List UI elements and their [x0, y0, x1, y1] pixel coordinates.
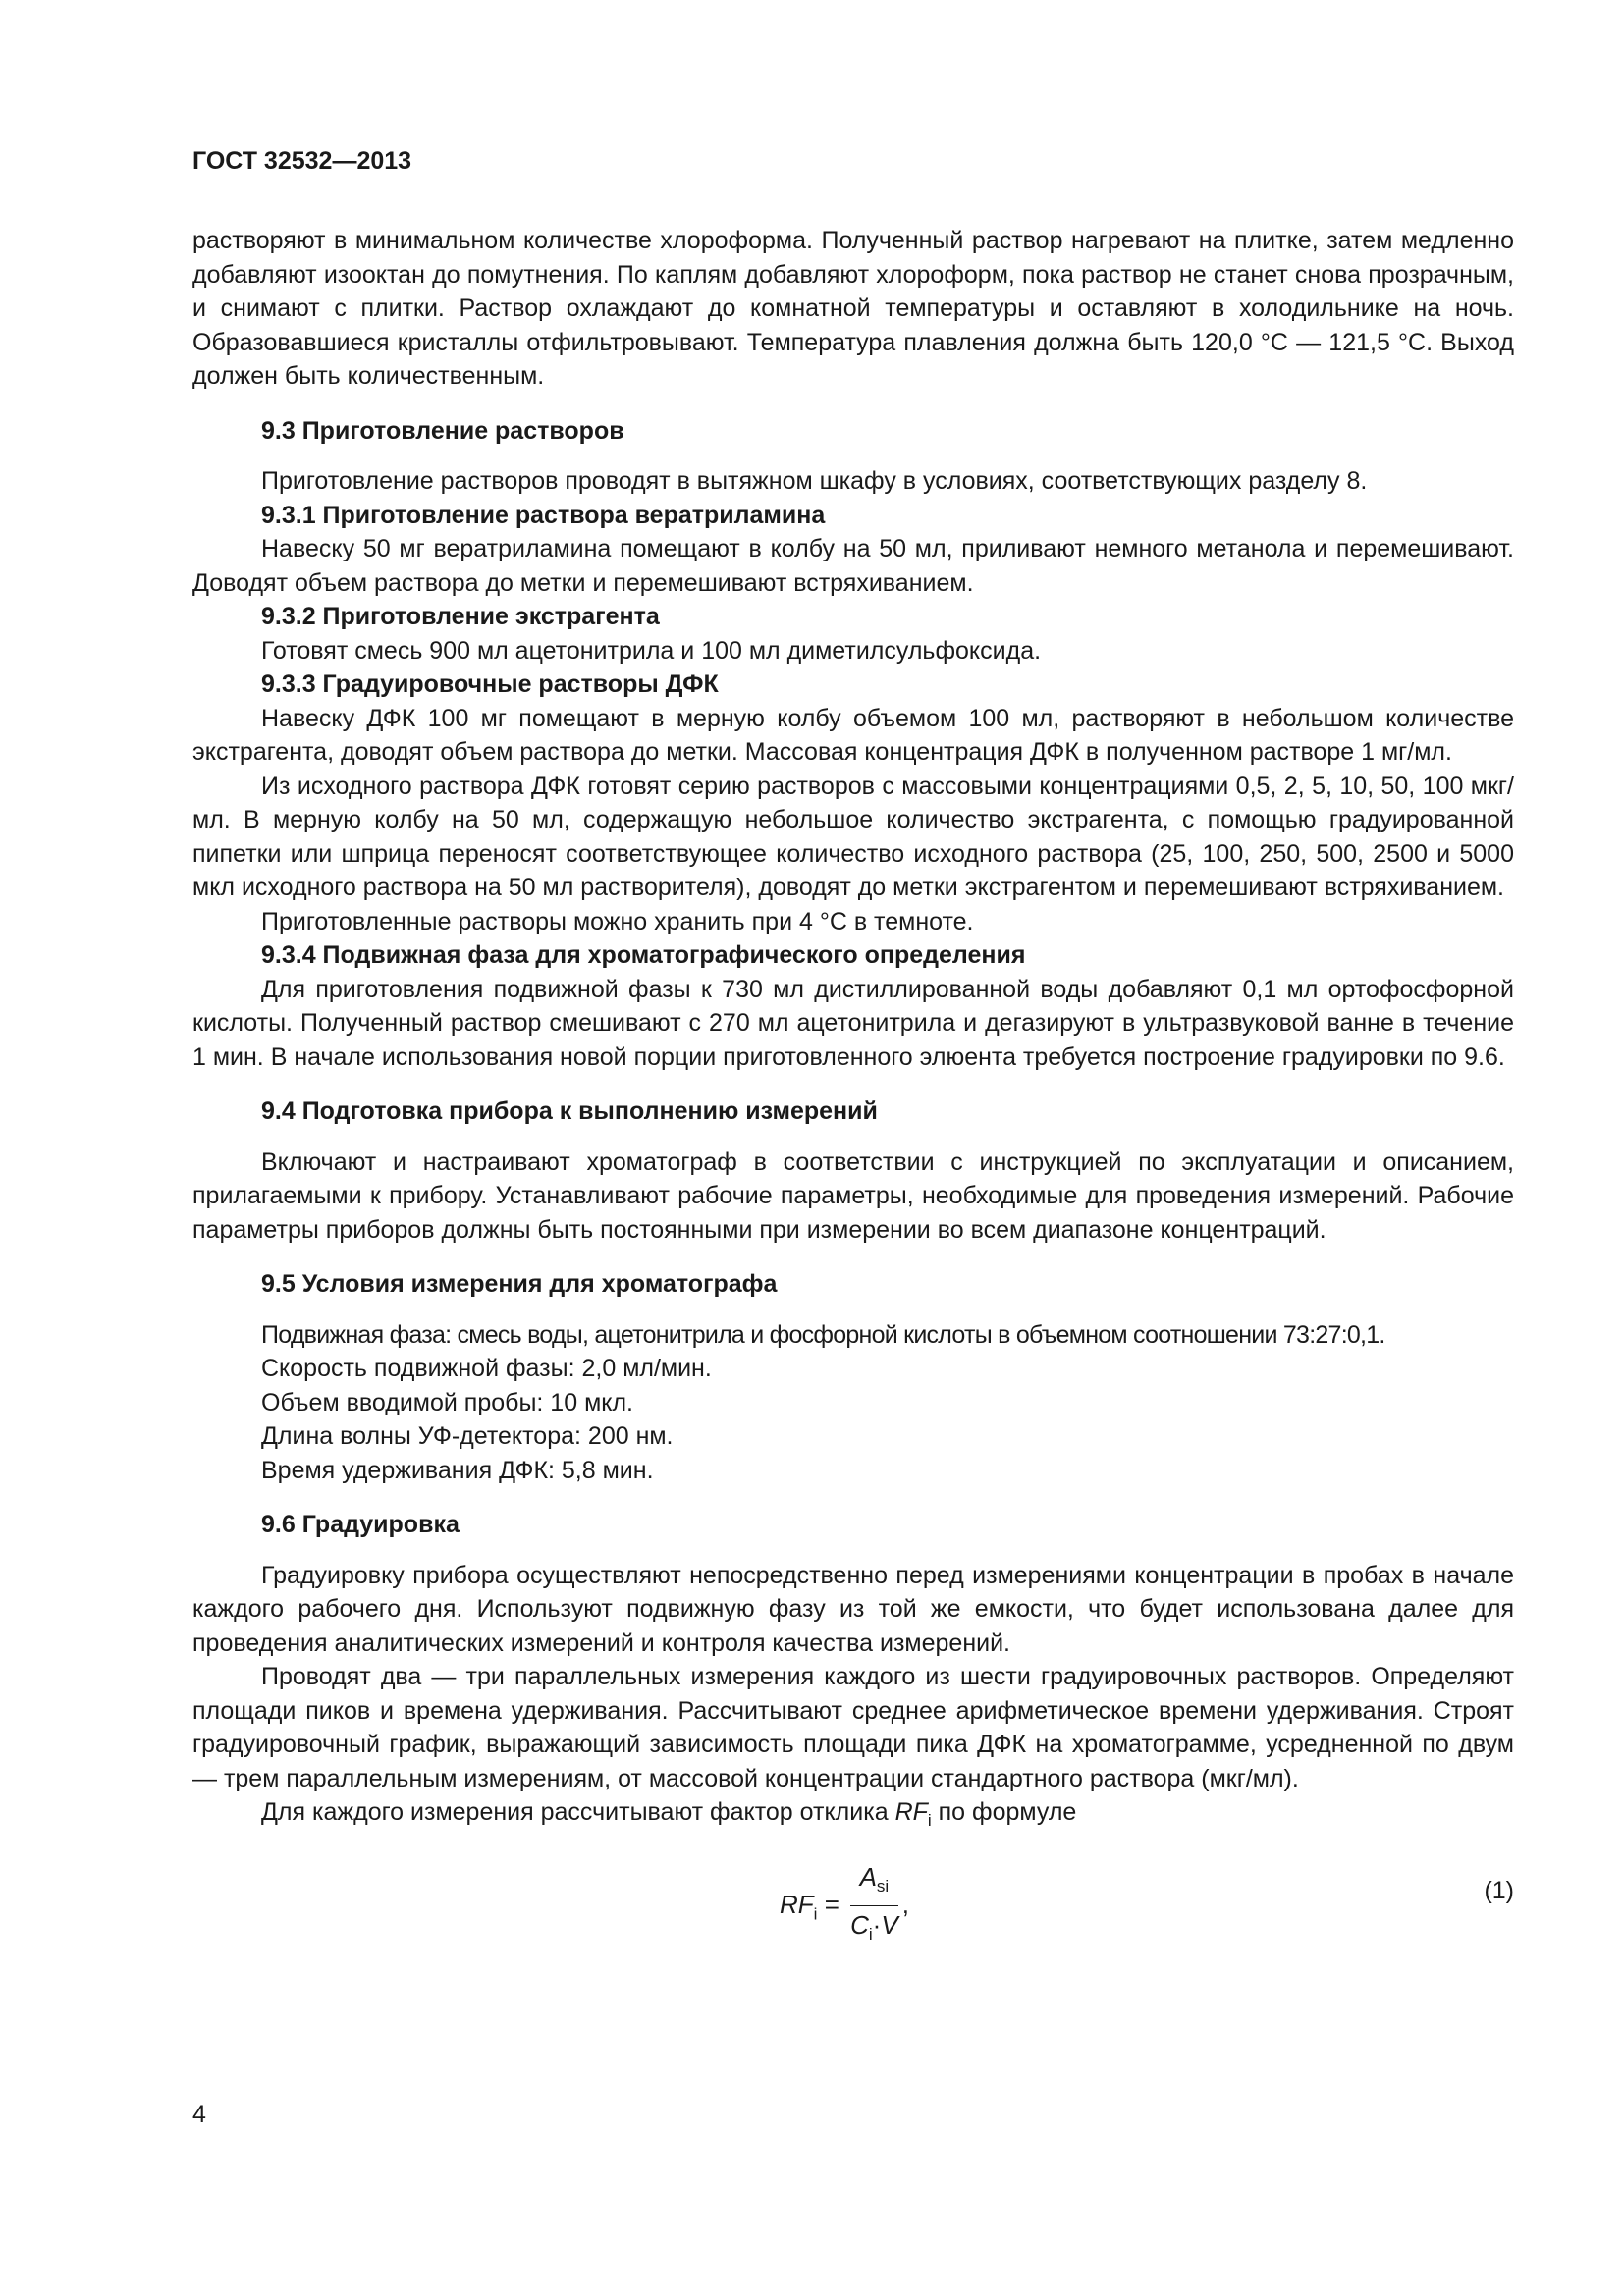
paragraph-9-3-3-c: Приготовленные растворы можно хранить при 4 °С в темноте.: [261, 907, 974, 935]
formula-expression: [780, 1860, 909, 1952]
formula-denominator-v: V: [881, 1910, 898, 1941]
paragraph-9-6-c-text: Для каждого измерения рассчитывают фактор отклика: [261, 1798, 889, 1826]
paragraph-9-3-3-a: Навеску ДФК 100 мг помещают в мерную колбу объемом 100 мл, растворяют в небольшом количестве экстрагента, доводят объем раствора до метки. Массовая концентрация ДФК в полученном растворе 1 мг/мл.: [192, 704, 1514, 766]
paragraph-9-6-c-end: по формуле: [938, 1798, 1077, 1826]
formula-numerator: [850, 1860, 898, 1907]
formula-number: (1): [1484, 1876, 1514, 1904]
paragraph-9-5-retention-time: Время удерживания ДФК: 5,8 мин.: [261, 1456, 654, 1484]
paragraph-9-6-c: [192, 1795, 1514, 1839]
paragraph-9-3: Приготовление растворов проводят в вытяжном шкафу в условиях, соответствующих разделу 8.: [261, 467, 1368, 495]
paragraph-9-5-wavelength: Длина волны УФ-детектора: 200 нм.: [261, 1422, 674, 1450]
paragraph-9-5-flow-rate: Скорость подвижной фазы: 2,0 мл/мин.: [261, 1355, 712, 1382]
response-factor-symbol: RF: [894, 1798, 928, 1826]
formula-numerator-symbol: A: [859, 1861, 877, 1892]
paragraph-9-5-injection-volume: Объем вводимой пробы: 10 мкл.: [261, 1388, 634, 1416]
formula-denominator-c: C: [850, 1910, 869, 1941]
formula-comma: ,: [901, 1889, 909, 1919]
section-heading-9-3-2: 9.3.2 Приготовление экстрагента: [261, 603, 660, 630]
paragraph-9-3-1: Навеску 50 мг вератриламина помещают в колбу на 50 мл, приливают немного метанола и перемешивают. Доводят объем раствора до метки и перемешивают встряхиванием.: [192, 535, 1514, 597]
response-factor-subscript: i: [927, 1811, 932, 1830]
section-heading-9-3: 9.3 Приготовление растворов: [261, 416, 624, 445]
formula-equals: =: [824, 1889, 839, 1919]
section-heading-9-6: 9.6 Градуировка: [261, 1511, 460, 1538]
document-header: ГОСТ 32532—2013: [192, 147, 412, 175]
paragraph-9-6-a: Градуировку прибора осуществляют непосредственно перед измерениями концентрации в пробах в начале каждого рабочего дня. Используют подвижную фазу из той же емкости, что будет использована далее для проведения аналитических измерений и контроля качества измерений.: [192, 1561, 1514, 1657]
formula-denominator-c-subscript: i: [868, 1925, 873, 1945]
formula-block: [192, 1852, 1514, 1950]
paragraph-9-4: Включают и настраивают хроматограф в соответствии с инструкцией по эксплуатации и описанием, прилагаемыми к прибору. Устанавливают рабочие параметры, необходимые для проведения измерений. Рабочие параметры приборов должны быть постоянными при измерении во всем диапазоне концентраций.: [192, 1148, 1514, 1244]
paragraph-9-6-b: Проводят два — три параллельных измерения каждого из шести градуировочных растворов. Определяют площади пиков и времена удерживания. Рассчитывают среднее арифметическое времени удерживания. Строят градуировочный график, выражающий зависимость площади пика ДФК на хроматограмме, усредненной по двум — трем параллельным измерениям, от массовой концентрации стандартного раствора (мкг/мл).: [192, 1663, 1514, 1792]
paragraph-intro: растворяют в минимальном количестве хлороформа. Полученный раствор нагревают на плитке, затем медленно добавляют изооктан до помутнения. По каплям добавляют хлороформ, пока раствор не станет снова прозрачным, и снимают с плитки. Раствор охлаждают до комнатной температуры и оставляют в холодильнике на ночь. Образовавшиеся кристаллы отфильтровывают. Температура плавления должна быть 120,0 °С — 121,5 °С. Выход должен быть количественным.: [192, 227, 1514, 390]
formula-fraction: [850, 1860, 898, 1952]
paragraph-9-3-4: Для приготовления подвижной фазы к 730 мл дистиллированной воды добавляют 0,1 мл ортофосфорной кислоты. Полученный раствор смешивают с 270 мл ацетонитрила и дегазируют в ультразвуковой ванне в течение 1 мин. В начале использования новой порции приготовленного элюента требуется построение градуировки по 9.6.: [192, 975, 1514, 1071]
paragraph-9-3-2: Готовят смесь 900 мл ацетонитрила и 100 мл диметилсульфоксида.: [261, 636, 1042, 665]
formula-denominator: [850, 1906, 898, 1952]
page-number: 4: [192, 2101, 206, 2128]
formula-denominator-dot: ·: [872, 1910, 882, 1941]
formula-numerator-subscript: si: [876, 1876, 890, 1896]
section-heading-9-5: 9.5 Условия измерения для хроматографа: [261, 1270, 778, 1298]
formula-lhs-subscript: i: [813, 1903, 818, 1923]
section-heading-9-3-3: 9.3.3 Градуировочные растворы ДФК: [261, 670, 719, 698]
document-body: [192, 224, 1514, 1950]
formula-lhs: RF: [780, 1889, 814, 1919]
paragraph-9-3-3-b: Из исходного раствора ДФК готовят серию растворов с массовыми концентрациями 0,5, 2, 5, 10, 50, 100 мкг/мл. В мерную колбу на 50 мл, содержащую небольшое количество экстрагента, с помощью градуированной пипетки или шприца переносят соответствующее количество исходного раствора (25, 100, 250, 500, 2500 и 5000 мкл исходного раствора на 50 мл растворителя), доводят до метки экстрагентом и перемешивают встряхиванием.: [192, 772, 1514, 901]
section-heading-9-4: 9.4 Подготовка прибора к выполнению измерений: [261, 1097, 878, 1125]
section-heading-9-3-4: 9.3.4 Подвижная фаза для хроматографического определения: [261, 941, 1026, 969]
paragraph-9-5-mobile-phase: Подвижная фаза: смесь воды, ацетонитрила и фосфорной кислоты в объемном соотношении 73:27:0,1.: [261, 1320, 1385, 1349]
section-heading-9-3-1: 9.3.1 Приготовление раствора вератриламина: [261, 501, 826, 529]
